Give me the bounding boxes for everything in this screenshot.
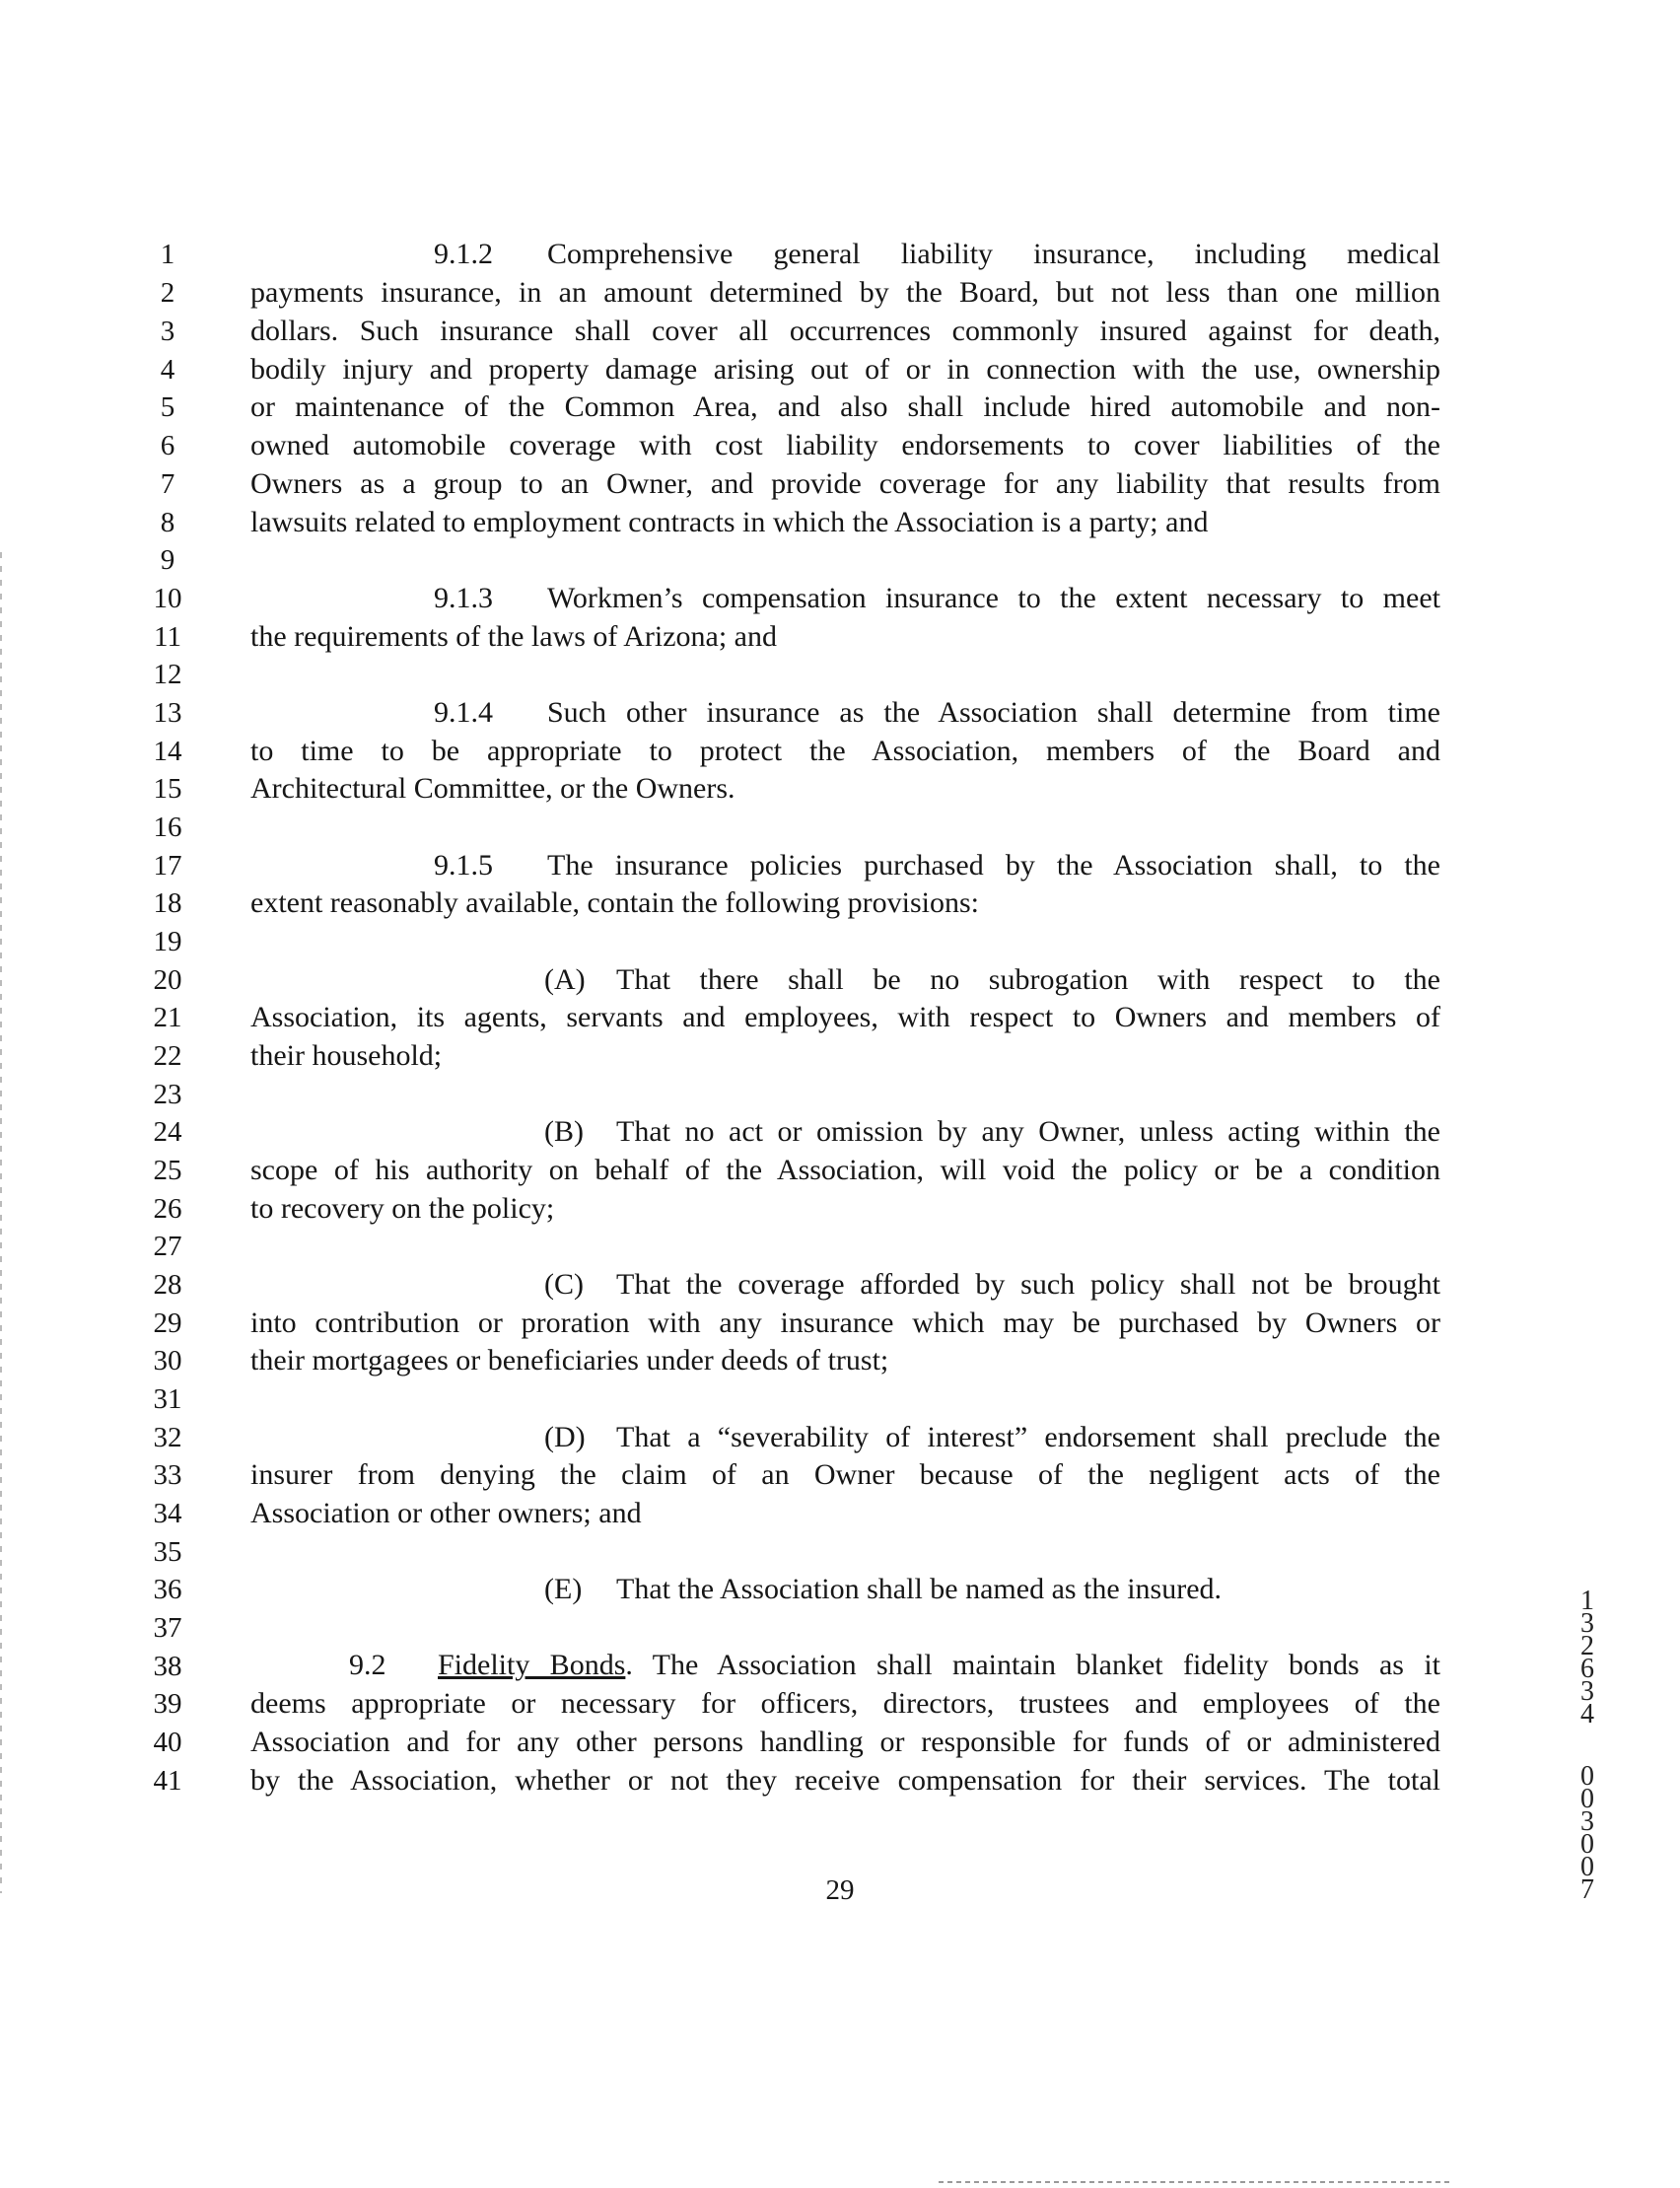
section-number: 9.1.3	[434, 582, 493, 614]
line-number: 2	[160, 277, 175, 309]
line-number: 21	[153, 1002, 182, 1033]
line-number: 30	[153, 1345, 182, 1376]
line-number: 35	[153, 1536, 182, 1568]
text-line: dollars. Such insurance shall cover all occurrences commonly insured against for death,	[250, 315, 1440, 347]
line-number: 7	[160, 468, 175, 500]
line-number: 26	[153, 1193, 182, 1225]
section-number: 9.1.4	[434, 696, 493, 729]
recording-digit: 1	[1580, 1586, 1594, 1616]
line-number: 25	[153, 1155, 182, 1186]
provision-letter: (D)	[544, 1421, 586, 1453]
line-number: 16	[153, 812, 182, 843]
line-number: 12	[153, 659, 182, 690]
line-number: 8	[160, 507, 175, 538]
line-text: That there shall be no subrogation with respect to the	[616, 963, 1440, 996]
recording-digit: 0	[1580, 1829, 1594, 1860]
line-number: 15	[153, 773, 182, 805]
line-number: 29	[153, 1307, 182, 1339]
scan-edge-bottom	[939, 2181, 1451, 2183]
line-number: 34	[153, 1498, 182, 1529]
line-number: 28	[153, 1269, 182, 1301]
text-line: insurer from denying the claim of an Owner because of the negligent acts of the	[250, 1458, 1440, 1491]
line-number: 36	[153, 1574, 182, 1605]
line-number: 27	[153, 1231, 182, 1262]
line-number: 17	[153, 850, 182, 882]
recording-digit: 3	[1580, 1608, 1594, 1639]
text-line: Architectural Committee, or the Owners.	[250, 772, 735, 805]
text-line: owned automobile coverage with cost liability endorsements to cover liabilities of the	[250, 429, 1440, 461]
line-text: That a “severability of interest” endorsement shall preclude the	[616, 1421, 1440, 1453]
section-number: 9.2	[349, 1649, 386, 1681]
line-number: 33	[153, 1459, 182, 1491]
text-line: scope of his authority on behalf of the Association, will void the policy or be a condition	[250, 1154, 1440, 1186]
line-number: 5	[160, 391, 175, 423]
provision-letter: (A)	[544, 963, 586, 996]
line-number: 41	[153, 1765, 182, 1797]
text-line: into contribution or proration with any insurance which may be purchased by Owners or	[250, 1306, 1440, 1339]
line-number: 38	[153, 1651, 182, 1682]
line-number: 18	[153, 887, 182, 919]
line-number: 14	[153, 736, 182, 767]
line-text: . The Association shall maintain blanket fidelity bonds as it	[625, 1649, 1440, 1681]
text-line: Association and for any other persons handling or responsible for funds of or administered	[250, 1726, 1440, 1758]
text-line	[250, 1270, 1440, 1300]
text-line	[250, 851, 1440, 881]
line-number: 13	[153, 697, 182, 729]
line-number: 4	[160, 354, 175, 386]
line-text: That the coverage afforded by such policy shall not be brought	[616, 1268, 1440, 1301]
text-line: Association, its agents, servants and employees, with respect to Owners and members of	[250, 1001, 1440, 1033]
line-number: 22	[153, 1040, 182, 1072]
provision-letter: (B)	[544, 1115, 584, 1148]
recording-digit: 0	[1580, 1852, 1594, 1882]
line-number: 10	[153, 583, 182, 614]
line-number: 23	[153, 1079, 182, 1110]
text-line: Association or other owners; and	[250, 1497, 642, 1529]
line-number: 24	[153, 1116, 182, 1148]
text-line: to recovery on the policy;	[250, 1192, 555, 1225]
line-text: The insurance policies purchased by the Association shall, to the	[547, 849, 1440, 882]
text-line	[250, 1651, 1440, 1680]
line-number: 9	[160, 544, 175, 576]
text-line	[250, 965, 1440, 995]
text-line: Owners as a group to an Owner, and provide coverage for any liability that results from	[250, 467, 1440, 500]
text-line	[250, 240, 1440, 269]
text-line: deems appropriate or necessary for officers, directors, trustees and employees of the	[250, 1687, 1440, 1720]
line-number: 6	[160, 430, 175, 461]
line-number: 11	[154, 621, 181, 653]
line-number: 32	[153, 1422, 182, 1453]
text-line: payments insurance, in an amount determined by the Board, but not less than one million	[250, 276, 1440, 309]
section-heading: Fidelity Bonds	[438, 1649, 626, 1681]
line-number: 31	[153, 1383, 182, 1415]
text-line: to time to be appropriate to protect the Association, members of the Board and	[250, 735, 1440, 767]
line-number: 19	[153, 926, 182, 957]
line-text: Workmen’s compensation insurance to the extent necessary to meet	[547, 582, 1440, 614]
provision-letter: (C)	[544, 1268, 584, 1301]
line-text: That the Association shall be named as the insured.	[616, 1573, 1223, 1605]
text-line: extent reasonably available, contain the following provisions:	[250, 886, 979, 919]
text-line: their household;	[250, 1039, 443, 1072]
text-line: lawsuits related to employment contracts in which the Association is a party; and	[250, 506, 1209, 538]
section-number: 9.1.2	[434, 238, 493, 270]
line-number: 39	[153, 1688, 182, 1720]
recording-digit: 2	[1580, 1631, 1594, 1661]
recording-digit: 4	[1580, 1699, 1594, 1729]
line-number: 3	[160, 316, 175, 347]
line-number: 20	[153, 964, 182, 996]
text-line	[250, 1423, 1440, 1452]
text-line	[250, 698, 1440, 728]
recording-digit: 0	[1580, 1784, 1594, 1814]
line-text: That no act or omission by any Owner, unless acting within the	[616, 1115, 1440, 1148]
recording-digit: 7	[1580, 1874, 1594, 1905]
text-line: by the Association, whether or not they receive compensation for their services. The total	[250, 1764, 1440, 1797]
text-line: bodily injury and property damage arising out of or in connection with the use, ownership	[250, 353, 1440, 386]
recording-number	[1568, 1586, 1607, 1905]
line-text: Comprehensive general liability insurance, including medical	[547, 238, 1440, 270]
text-line: their mortgagees or beneficiaries under deeds of trust;	[250, 1344, 889, 1376]
page-number: 29	[825, 1874, 855, 1906]
line-number: 37	[153, 1612, 182, 1644]
text-line: the requirements of the laws of Arizona; and	[250, 620, 777, 653]
section-number: 9.1.5	[434, 849, 493, 882]
text-line: or maintenance of the Common Area, and also shall include hired automobile and non-	[250, 390, 1440, 423]
recording-digit: 3	[1580, 1676, 1594, 1707]
text-line	[250, 1575, 1440, 1604]
line-number: 40	[153, 1727, 182, 1758]
scan-edge-left	[0, 552, 2, 1893]
recording-digit: 0	[1580, 1761, 1594, 1792]
recording-digit: 3	[1580, 1806, 1594, 1837]
text-line	[250, 1117, 1440, 1147]
provision-letter: (E)	[544, 1573, 583, 1605]
recording-digit: 6	[1580, 1654, 1594, 1684]
line-text: Such other insurance as the Association shall determine from time	[547, 696, 1440, 729]
line-number: 1	[160, 239, 175, 270]
text-line	[250, 584, 1440, 613]
